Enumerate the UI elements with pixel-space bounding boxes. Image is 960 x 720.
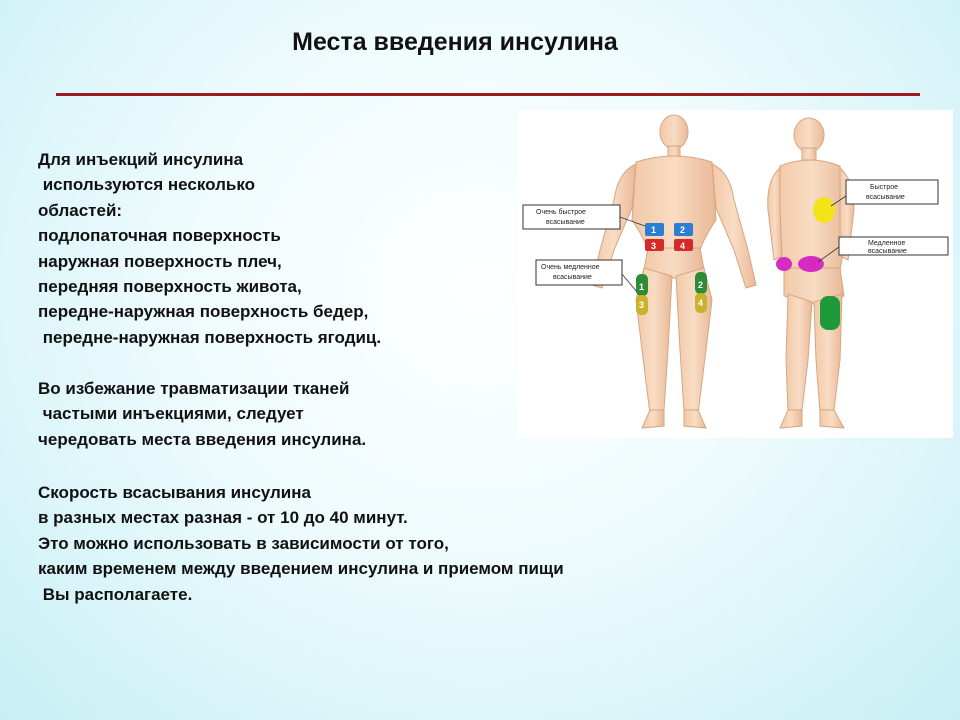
callout-fast <box>831 180 938 206</box>
svg-text:всасывание: всасывание <box>553 274 592 281</box>
text-line: наружная поверхность плеч, <box>38 251 282 271</box>
text-line: каким временем между введением инсулина и приемом пищи <box>38 559 564 579</box>
svg-text:всасывание: всасывание <box>546 219 585 226</box>
svg-text:Быстрое: Быстрое <box>870 184 899 191</box>
buttock-zone-right <box>798 256 824 272</box>
text-line: частыми инъекциями, следует <box>38 404 304 424</box>
injection-areas-paragraph <box>38 147 381 350</box>
injection-sites-figure <box>518 110 953 438</box>
text-line: Скорость всасывания инсулина <box>38 483 311 502</box>
text-line: в разных местах разная - от 10 до 40 минут. <box>38 508 408 528</box>
slide-title: Места введения инсулина <box>292 28 618 56</box>
text-line: Для инъекций инсулина <box>38 150 244 169</box>
text-line: передне-наружная поверхность бедер, <box>38 302 369 322</box>
back-thigh-zone <box>820 296 840 330</box>
zone-number-2: 2 <box>680 225 686 235</box>
text-line: чередовать места введения инсулина. <box>38 429 367 449</box>
scapula-zone <box>813 197 835 223</box>
buttock-zone-left <box>776 257 792 271</box>
svg-text:Медленное: Медленное <box>868 240 906 247</box>
title-divider <box>56 93 920 96</box>
text-line: областей: <box>38 200 123 220</box>
svg-text:Очень быстрое: Очень быстрое <box>536 209 586 216</box>
text-line: Вы располагаете. <box>38 584 193 604</box>
svg-text:всасывание: всасывание <box>866 194 905 201</box>
svg-text:2: 2 <box>698 280 704 290</box>
callout-very-slow <box>536 260 637 292</box>
svg-text:3: 3 <box>639 300 645 310</box>
svg-text:1: 1 <box>639 282 645 292</box>
absorption-speed-paragraph <box>38 480 564 607</box>
rotation-paragraph <box>38 376 366 452</box>
text-line: подлопаточная поверхность <box>38 226 281 246</box>
zone-number-4: 4 <box>680 241 686 251</box>
zone-number-3: 3 <box>651 241 657 251</box>
zone-number-1: 1 <box>651 225 657 235</box>
svg-text:Очень медленное: Очень медленное <box>541 264 600 271</box>
text-line: Это можно использовать в зависимости от того, <box>38 533 449 553</box>
back-body-figure <box>768 118 854 428</box>
text-line: используются несколько <box>38 175 255 195</box>
text-line: Во избежание травматизации тканей <box>38 379 350 398</box>
text-line: передне-наружная поверхность ягодиц. <box>38 327 382 347</box>
svg-text:всасывание: всасывание <box>868 248 907 255</box>
svg-text:4: 4 <box>698 298 704 308</box>
text-line: передняя поверхность живота, <box>38 277 302 297</box>
